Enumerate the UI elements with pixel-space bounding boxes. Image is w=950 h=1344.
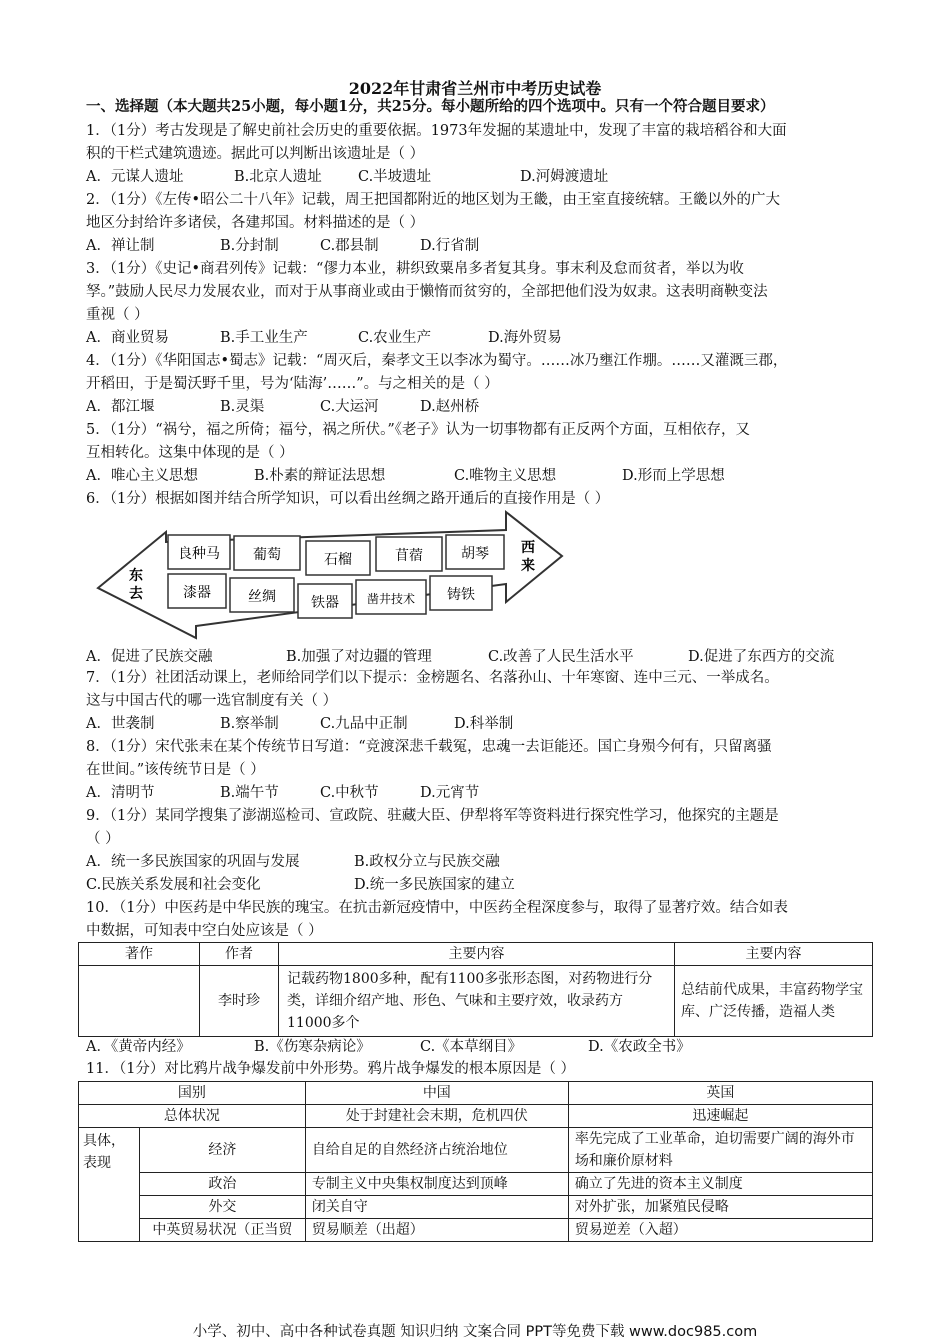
- q4-option-a: A．都江堰: [86, 399, 155, 415]
- q6-option-d: D.促进了东西方的交流: [688, 649, 835, 665]
- q8-option-b: B.端午节: [220, 785, 279, 801]
- q1-stem-line2: 积的干栏式建筑遗迹。据此可以判断出该遗址是（ ）: [86, 146, 425, 162]
- q5-stem-line2: 互相转化。这集中体现的是（ ）: [86, 445, 294, 461]
- q4-option-b: B.灵渠: [220, 399, 265, 415]
- q8-option-d: D.元宵节: [420, 785, 480, 801]
- label-iron-ware: 铁器: [311, 595, 339, 611]
- q11-row-trade-britain: 贸易逆差（入超）: [568, 1219, 872, 1242]
- q11-row-diplomacy-china: 闭关自守: [305, 1196, 568, 1219]
- q11-header-china: 中国: [305, 1082, 568, 1105]
- q1-option-b: B.北京人遗址: [234, 169, 322, 185]
- q11-overall-britain: 迅速崛起: [568, 1105, 872, 1128]
- q5-stem-line1: 5．（1分）“祸兮，福之所倚；福兮，祸之所伏。”《老子》认为一切事物都有正反两个方面，互相依存，又: [86, 422, 751, 438]
- label-east-2: 去: [129, 586, 143, 602]
- label-well-tech: 凿井技术: [366, 592, 416, 606]
- q11-row-diplomacy-label: 外交: [140, 1196, 306, 1219]
- q3-stem-line3: 重视（ ）: [86, 307, 149, 323]
- q5-option-a: A．唯心主义思想: [86, 468, 198, 484]
- page-title: 2022年甘肃省兰州市中考历史试卷: [348, 79, 602, 98]
- q9-stem-line1: 9．（1分）某同学搜集了澎湖巡检司、宣政院、驻藏大臣、伊犁将军等资料进行探究性学习，他探究的主题是: [86, 808, 779, 824]
- q10-option-a: A．《黄帝内经》: [86, 1039, 191, 1055]
- q5-option-d: D.形而上学思想: [622, 468, 725, 484]
- q11-row-trade-label: 中英贸易状况（正当贸: [140, 1219, 306, 1242]
- q2-option-c: C.郡县制: [320, 238, 379, 254]
- q9-option-c: C.民族关系发展和社会变化: [86, 877, 261, 893]
- q6-option-c: C.改善了人民生活水平: [488, 649, 634, 665]
- q10-option-c: C.《本草纲目》: [420, 1039, 523, 1055]
- q1-option-c: C.半坡遗址: [358, 169, 432, 185]
- q2-option-b: B.分封制: [220, 238, 279, 254]
- label-alfalfa: 苜蓿: [395, 548, 423, 564]
- q7-option-c: C.九品中正制: [320, 716, 408, 732]
- q9-stem-line2: （ ）: [86, 831, 120, 847]
- label-cast-iron: 铸铁: [447, 587, 475, 603]
- q9-option-b: B.政权分立与民族交融: [354, 854, 500, 870]
- q11-header-britain: 英国: [568, 1082, 872, 1105]
- label-west-2: 来: [521, 558, 535, 574]
- q11-row-economy-britain: 率先完成了工业革命，迫切需要广阔的海外市场和廉价原材料: [568, 1128, 872, 1173]
- q8-option-a: A．清明节: [86, 785, 155, 801]
- q10-option-d: D.《农政全书》: [588, 1039, 691, 1055]
- q11-overall-label: 总体状况: [79, 1105, 306, 1128]
- q1-option-d: D.河姆渡遗址: [520, 169, 609, 185]
- q1-stem-line1: 1．（1分）考古发现是了解史前社会历史的重要依据。1973年发掘的某遗址中，发现了丰富的栽培稻谷和大面: [86, 123, 787, 139]
- label-west-1: 西: [521, 540, 535, 556]
- q8-option-c: C.中秋节: [320, 785, 379, 801]
- q4-option-c: C.大运河: [320, 399, 379, 415]
- q11-row-diplomacy-britain: 对外扩张，加紧殖民侵略: [568, 1196, 872, 1219]
- label-grape: 葡萄: [253, 547, 281, 563]
- q4-option-d: D.赵州桥: [420, 399, 480, 415]
- q7-stem-line1: 7．（1分）社团活动课上，老师给同学们以下提示：金榜题名、名落孙山、十年寒窗、连中三元、一举成名。: [86, 670, 779, 686]
- q5-option-c: C.唯物主义思想: [454, 468, 557, 484]
- q11-row-politics-china: 专制主义中央集权制度达到顶峰: [305, 1173, 568, 1196]
- q10-impact-cell: 总结前代成果，丰富药物学宝库、广泛传播，造福人类: [675, 966, 873, 1037]
- label-huqin: 胡琴: [461, 546, 489, 562]
- q10-author-cell: 李时珍: [200, 966, 279, 1037]
- q4-stem-line2: 开稻田，于是蜀沃野千里，号为‘陆海’……”。与之相关的是（ ）: [86, 376, 499, 392]
- q9-option-a: A．统一多民族国家的巩固与发展: [86, 854, 300, 870]
- q2-option-a: A．禅让制: [86, 238, 155, 254]
- q10-stem-line1: 10．（1分）中医药是中华民族的瑰宝。在抗击新冠疫情中，中医药全程深度参与，取得了显著疗效。结合如表: [86, 900, 788, 916]
- label-horse: 良种马: [178, 546, 220, 562]
- q10-content-cell: 记载药物1800多种，配有1100多张形态图，对药物进行分类，详细介绍产地、形色、气味和主要疗效，收录药方11000多个: [279, 966, 675, 1037]
- q9-option-d: D.统一多民族国家的建立: [354, 877, 515, 893]
- silk-road-figure: [96, 508, 566, 646]
- q3-option-c: C.农业生产: [358, 330, 432, 346]
- q7-option-a: A．世袭制: [86, 716, 155, 732]
- q11-header-country: 国别: [79, 1082, 306, 1105]
- q10-table: [78, 942, 873, 1037]
- q10-header-author: 作者: [200, 943, 279, 966]
- q11-row-politics-label: 政治: [140, 1173, 306, 1196]
- q3-stem-line1: 3．（1分）《史记•商君列传》记载：“僇力本业，耕织致粟帛多者复其身。事末利及怠而贫者，举以为收: [86, 261, 744, 277]
- q11-overall-china: 处于封建社会末期，危机四伏: [305, 1105, 568, 1128]
- q6-stem-line1: 6．（1分）根据如图并结合所学知识，可以看出丝绸之路开通后的直接作用是（ ）: [86, 491, 610, 507]
- label-lacquer: 漆器: [183, 585, 211, 601]
- q7-stem-line2: 这与中国古代的哪一选官制度有关（ ）: [86, 693, 338, 709]
- q11-stem-line1: 11．（1分）对比鸦片战争爆发前中外形势。鸦片战争爆发的根本原因是（ ）: [86, 1061, 576, 1077]
- q6-option-a: A．促进了民族交融: [86, 649, 213, 665]
- q7-option-d: D.科举制: [454, 716, 514, 732]
- q3-stem-line2: 孥。”鼓励人民尽力发展农业，而对于从事商业或由于懒惰而贫穷的，全部把他们没为奴隶。这表明商鞅变法: [86, 284, 768, 300]
- q10-stem-line2: 中数据，可知表中空白处应该是（ ）: [86, 923, 323, 939]
- q10-blank-cell: [79, 966, 200, 1037]
- q7-option-b: B.察举制: [220, 716, 279, 732]
- q11-table: [78, 1081, 873, 1242]
- footer-watermark: 小学、初中、高中各种试卷真题 知识归纳 文案合同 PPT等免费下载 www.doc985.com: [192, 1324, 758, 1340]
- q8-stem-line2: 在世间。”该传统节日是（ ）: [86, 762, 265, 778]
- q10-header-work: 著作: [79, 943, 200, 966]
- label-silk: 丝绸: [248, 589, 276, 605]
- q3-option-b: B.手工业生产: [220, 330, 308, 346]
- section-heading: 一、选择题（本大题共25小题，每小题1分，共25分。每小题所给的四个选项中。只有一个符合题目要求）: [86, 98, 775, 115]
- label-pomegranate: 石榴: [324, 552, 352, 568]
- q10-header-content-2: 主要内容: [675, 943, 873, 966]
- q5-option-b: B.朴素的辩证法思想: [254, 468, 386, 484]
- q11-row-trade-china: 贸易顺差（出超）: [305, 1219, 568, 1242]
- q3-option-d: D.海外贸易: [488, 330, 562, 346]
- q10-option-b: B.《伤寒杂病论》: [254, 1039, 371, 1055]
- q2-stem-line2: 地区分封给许多诸侯，各建邦国。材料描述的是（ ）: [86, 215, 425, 231]
- q1-option-a: A．元谋人遗址: [86, 169, 184, 185]
- q11-row-economy-china: 自给自足的自然经济占统治地位: [305, 1128, 568, 1173]
- q2-stem-line1: 2．（1分）《左传•昭公二十八年》记载，周王把国都附近的地区划为王畿，由王室直接统辖。王畿以外的广大: [86, 192, 780, 208]
- q6-option-b: B.加强了对边疆的管理: [286, 649, 432, 665]
- q8-stem-line1: 8．（1分）宋代张耒在某个传统节日写道：“竞渡深悲千载冤，忠魂一去讵能还。国亡身殒今何有，只留离骚: [86, 739, 772, 755]
- q2-option-d: D.行省制: [420, 238, 480, 254]
- q3-option-a: A．商业贸易: [86, 330, 169, 346]
- q11-row-economy-label: 经济: [140, 1128, 306, 1173]
- q11-row-politics-britain: 确立了先进的资本主义制度: [568, 1173, 872, 1196]
- q11-group-label: 具体，表现: [79, 1128, 140, 1242]
- q4-stem-line1: 4．（1分）《华阳国志•蜀志》记载：“周灭后，秦孝文王以李冰为蜀守。……冰乃壅江作堋。……又灌溉三郡，: [86, 353, 788, 369]
- q10-header-content: 主要内容: [279, 943, 675, 966]
- label-east-1: 东: [129, 568, 143, 584]
